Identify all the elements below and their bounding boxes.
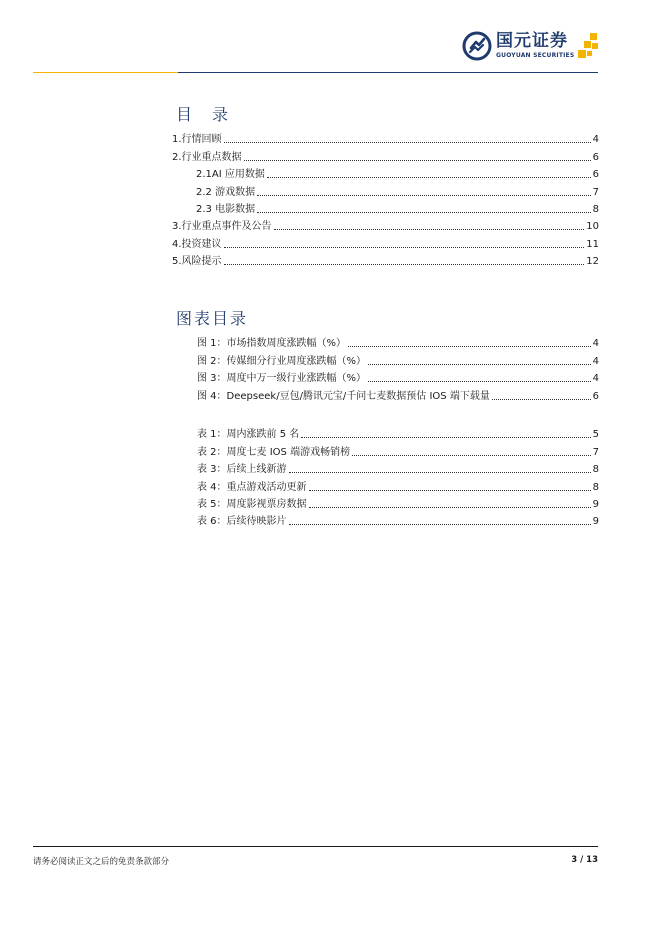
dot-leader <box>224 247 585 248</box>
toc-subentry[interactable] <box>172 181 599 198</box>
dot-leader <box>309 490 591 491</box>
brand-name-en: GUOYUAN SECURITIES <box>496 52 575 59</box>
table-entry[interactable] <box>197 424 599 441</box>
company-logo <box>462 30 600 62</box>
toc-entry[interactable] <box>172 129 599 146</box>
toc-title: 目 录 <box>176 105 231 124</box>
table-entry-label: 表 5：周度影视票房数据 <box>197 498 307 510</box>
table-entry-page: 9 <box>592 498 599 510</box>
toc-entry-page: 6 <box>592 151 599 163</box>
toc-entry-label: 4.投资建议 <box>172 238 222 250</box>
toc-entry-page: 12 <box>586 256 599 268</box>
toc-entry-label: 2.1AI 应用数据 <box>196 169 265 181</box>
dot-leader <box>289 524 591 525</box>
figure-toc-title: 图表目录 <box>176 309 249 328</box>
toc-entry-label: 3.行业重点事件及公告 <box>172 221 272 233</box>
table-entry[interactable] <box>197 459 599 476</box>
table-entry-page: 7 <box>592 446 599 458</box>
table-entry-page: 9 <box>592 516 599 528</box>
dot-leader <box>267 177 591 178</box>
dot-leader <box>368 364 591 365</box>
table-entry-label: 表 3：后续上线新游 <box>197 464 287 476</box>
toc-entry-page: 7 <box>592 186 599 198</box>
dot-leader <box>352 455 591 456</box>
table-entry[interactable] <box>197 511 599 528</box>
figure-entry-label: 图 4：Deepseek/豆包/腾讯元宝/千问七麦数据预估 IOS 端下载量 <box>197 390 490 402</box>
dot-leader <box>257 212 591 213</box>
footer-rule <box>33 846 598 847</box>
table-entry-label: 表 6：后续待映影片 <box>197 516 287 528</box>
figure-entry-page: 4 <box>592 373 599 385</box>
guoyuan-logo-icon <box>462 31 492 61</box>
header-rule-accent <box>33 72 178 73</box>
table-entry[interactable] <box>197 476 599 493</box>
figure-entry-page: 4 <box>592 355 599 367</box>
dot-leader <box>368 381 591 382</box>
toc-entry-label: 2.行业重点数据 <box>172 151 242 163</box>
toc-list <box>172 129 599 268</box>
toc-entry-label: 1.行情回顾 <box>172 134 222 146</box>
toc-entry-page: 6 <box>592 169 599 181</box>
brand-name-cn: 国元证券 <box>496 31 568 51</box>
figure-entry[interactable] <box>197 333 599 350</box>
toc-entry-label: 2.2 游戏数据 <box>196 186 256 198</box>
toc-entry[interactable] <box>172 216 599 233</box>
brand-squares-icon <box>578 33 600 59</box>
table-entry-page: 5 <box>592 429 599 441</box>
footer-disclaimer: 请务必阅读正文之后的免责条款部分 <box>33 857 170 867</box>
table-list <box>197 424 599 528</box>
dot-leader <box>289 472 591 473</box>
table-entry[interactable] <box>197 494 599 511</box>
table-entry[interactable] <box>197 441 599 458</box>
figure-entry[interactable] <box>197 368 599 385</box>
header-rule <box>33 72 598 73</box>
dot-leader <box>257 195 591 196</box>
figure-entry-label: 图 1：市场指数周度涨跌幅（%） <box>197 338 347 350</box>
figure-entry[interactable] <box>197 350 599 367</box>
toc-entry-label: 2.3 电影数据 <box>196 203 256 215</box>
figure-entry[interactable] <box>197 385 599 402</box>
dot-leader <box>244 160 591 161</box>
dot-leader <box>274 229 585 230</box>
dot-leader <box>301 437 590 438</box>
dot-leader <box>309 507 591 508</box>
figure-entry-label: 图 2：传媒细分行业周度涨跌幅（%） <box>197 355 367 367</box>
toc-entry-label: 5.风险提示 <box>172 256 222 268</box>
figure-entry-page: 4 <box>592 338 599 350</box>
table-entry-label: 表 4：重点游戏活动更新 <box>197 481 307 493</box>
toc-subentry[interactable] <box>172 199 599 216</box>
toc-entry[interactable] <box>172 251 599 268</box>
table-entry-label: 表 2：周度七麦 IOS 端游戏畅销榜 <box>197 446 351 458</box>
toc-entry-page: 10 <box>586 221 599 233</box>
dot-leader <box>492 399 591 400</box>
toc-entry[interactable] <box>172 233 599 250</box>
dot-leader <box>224 264 585 265</box>
table-entry-page: 8 <box>592 464 599 476</box>
dot-leader <box>348 346 591 347</box>
figure-list <box>197 333 599 403</box>
table-entry-page: 8 <box>592 481 599 493</box>
dot-leader <box>224 142 591 143</box>
figure-entry-label: 图 3：周度中万一级行业涨跌幅（%） <box>197 373 367 385</box>
toc-entry-page: 4 <box>592 134 599 146</box>
toc-entry-page: 8 <box>592 203 599 215</box>
table-entry-label: 表 1：周内涨跌前 5 名 <box>197 429 300 441</box>
page-number: 3 / 13 <box>571 855 598 865</box>
toc-entry[interactable] <box>172 146 599 163</box>
toc-entry-page: 11 <box>586 238 599 250</box>
toc-subentry[interactable] <box>172 164 599 181</box>
figure-entry-page: 6 <box>592 390 599 402</box>
